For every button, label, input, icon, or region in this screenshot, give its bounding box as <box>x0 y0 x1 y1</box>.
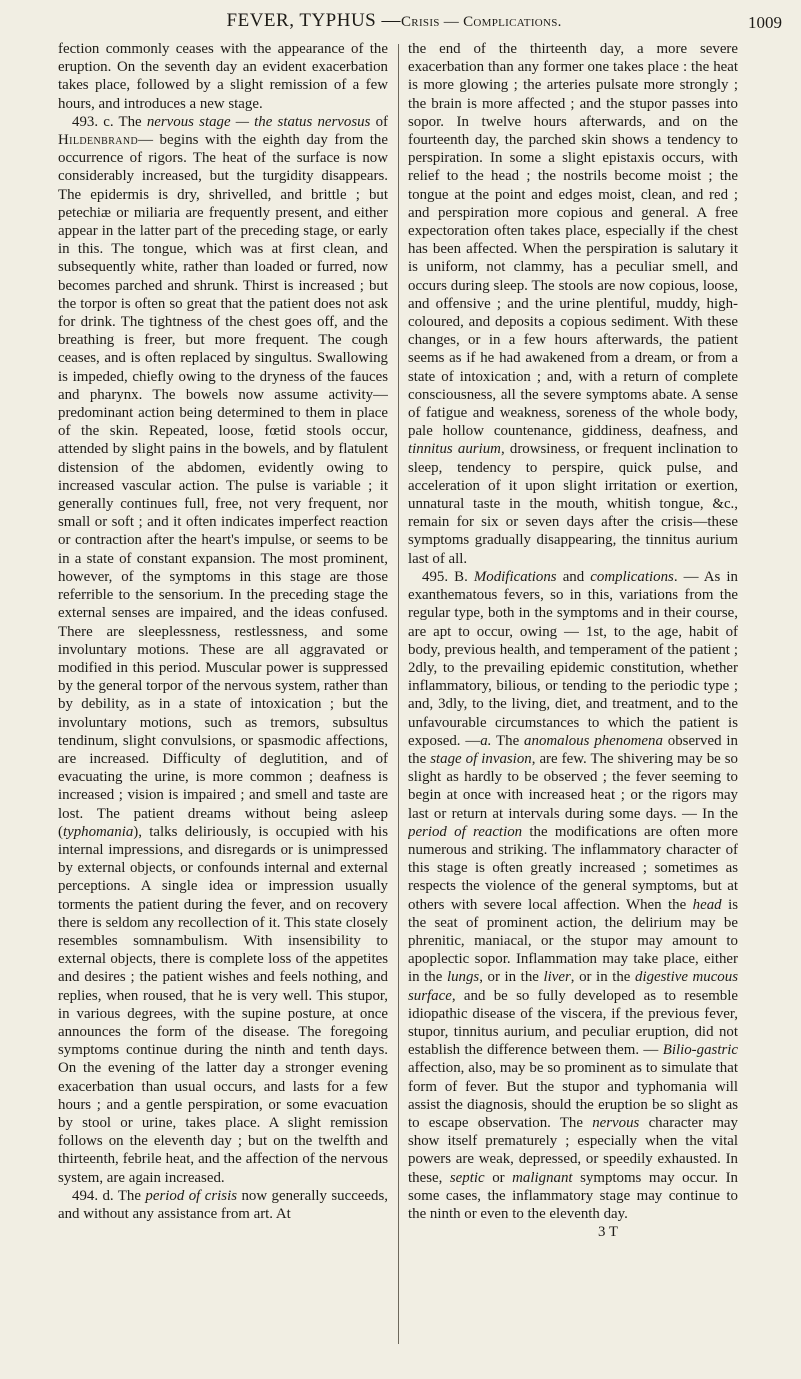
text-run: the end of the thirteenth day, a more severe exacerbation than any former one takes place : the heat is more glowing ; the arteries pulsate more strongly ; the brain is more affected ; and the stupor passes into sopor. In twelve hours afterwards, and on the fourteenth day, the parched skin shows a tendency to perspiration. In some a slight epistaxis occurs, with relief to the head ; the nostrils become moist ; the tongue at the point and edges moist, clean, and red ; and perspiration more copious and general. A free expectoration often takes place, especially if the chest has been affected. When the perspiration is salutary it is uniform, not clammy, has a peculiar smell, and occurs during sleep. The stools are now copious, loose, and offensive ; and the urine plentiful, muddy, high-coloured, and deposits a copious sediment. With these changes, or in a few hours afterwards, the patient seems as if he had awakened from a dream, or from a state of intoxication ; and, with a return of complete consciousness, all the severe symptoms abate. A sense of fatigue and weakness, soreness of the whole body, pale hollow countenance, giddiness, deafness, and <box>408 41 738 440</box>
text-run: The <box>118 113 142 130</box>
italic-term: nervous <box>592 1114 640 1131</box>
text-run: observed in the <box>408 732 738 767</box>
italic-term: liver <box>543 969 571 986</box>
text-run: , drowsiness, or frequent inclination to sleep, tendency to perspire, quick pulse, and acceleration of it upon slight irritation or exertion, unnatural taste in the mouth, whitish tongue, &c., remain for six or seven days after the crisis—these symptoms gradually disappearing, the tinnitus aurium last of all. <box>408 441 738 567</box>
section-number: 495. B. <box>422 568 468 585</box>
text-run: The <box>496 732 520 749</box>
italic-term: period of reaction <box>408 823 523 840</box>
text-run: of <box>375 113 388 130</box>
text-run: symptoms may occur. In some cases, the inflammatory stage may continue to the ninth or even to the eleventh day. <box>408 1169 738 1222</box>
italic-term: lungs <box>446 969 480 986</box>
text-run: is the seat of prominent action, the delirium may be phrenitic, maniacal, or the stupor may amount to apoplectic sopor. Inflammation may take place, either in the <box>408 896 738 986</box>
paragraph-495 <box>408 568 738 1223</box>
text-run: or <box>492 1169 505 1186</box>
italic-term: malignant <box>512 1169 573 1186</box>
text-run: character may show itself prematurely ; especially when the vital powers are weak, depressed, or speedily exhausted. In these, <box>408 1114 738 1186</box>
header-subtitle: Crisis — Complications. <box>401 14 562 30</box>
text-run: the modifications are often more numerous and striking. The inflammatory character of this stage is often greatly increased ; sometimes as respects the violence of the general symptoms, but at others with severe local affection. When the <box>408 823 738 913</box>
italic-term: digestive mucous surface <box>408 969 738 1004</box>
header-title: FEVER, TYPHUS — <box>226 10 401 31</box>
italic-term: typhomania <box>62 823 134 840</box>
italic-term: septic <box>449 1169 485 1186</box>
text-run: now generally succeeds, and without any assistance from art. At <box>58 1187 388 1222</box>
paragraph-continued <box>408 40 738 568</box>
author-name: Hildenbrand <box>58 132 139 149</box>
right-column <box>408 40 738 1370</box>
text-run: , or in the <box>570 969 631 986</box>
page-number: 1009 <box>748 13 782 32</box>
text-run: . — As in exanthematous fevers, so in this, variations from the regular type, both in the symptoms and in their course, are apt to occur, owing — 1st, to the age, habit of body, previous health, and temperament of the patient ; 2dly, to the prevailing epidemic constitution, whether inflammatory, bilious, or tending to the periodic type ; and, 3dly, to the living, diet, and treatment, and to the unfavourable circumstances to which the patient is exposed. — <box>408 568 738 749</box>
text-run: , are few. The shivering may be so slight as hardly to be observed ; the fever seeming to begin at once with increased heat ; or the rigors may last or return at intervals during some days. — In the <box>408 750 738 822</box>
text-run: , and be so fully developed as to resemble idiopathic disease of the viscera, if the previous fever, stupor, tinnitus aurium, and peculiar eruption, did not establish the difference between them. — <box>408 987 738 1059</box>
text-run: , or in the <box>479 969 539 986</box>
paragraph-continued: fection commonly ceases with the appearance of the eruption. On the seventh day an evident exacerbation takes place, followed by a slight remission of a few hours, and introduces a new stage. <box>58 41 388 112</box>
italic-term: a. <box>480 732 492 749</box>
text-run: ), talks deliriously, is occupied with his internal impressions, and disregards or is unimpressed by external objects, or confounds internal and external perceptions. A single idea or impression usually torments the patient during the fever, and on recovery there is seldom any recollection of it. This state closely resembles somnambulism. With insensibility to external objects, there is complete loss of the appetites and desires ; the patient wishes and feels nothing, and replies, when roused, that he is very well. This stupor, in various degrees, with the supine posture, at once announces the form of the disease. The foregoing symptoms continue during the ninth and tenth days. On the evening of the latter day a stronger evening exacerbation than usual occurs, and lasts for a few hours ; and a gentle perspiration, or some evacuation by stool or urine, takes place. A slight remission follows on the eleventh day ; but on the twelfth and thirteenth, febrile heat, and the affection of the nervous system, are again increased. <box>58 823 388 1186</box>
italic-term: period of crisis <box>145 1187 238 1204</box>
section-number: 493. c. <box>72 113 114 130</box>
italic-term: anomalous phenomena <box>524 732 663 749</box>
text-run: The <box>117 1187 141 1204</box>
italic-term: nervous stage — the status nervosus <box>146 113 371 130</box>
italic-term: complications <box>590 568 674 585</box>
section-number: 494. d. <box>72 1187 114 1204</box>
italic-term: Bilio-gastric <box>662 1042 738 1059</box>
text-run: and <box>562 568 585 585</box>
italic-term: Modifications <box>473 568 557 585</box>
text-run: — begins with the eighth day from the occurrence of rigors. The heat of the surface is now considerably increased, but the turgidity disappears. The epidermis is dry, shrivelled, and brittle ; but petechiæ or miliaria are frequently present, and either appear in the latter part of the preceding stage, or early in this. The tongue, which was at first clean, and subsequently white, rather than loaded or furred, now becomes parched and shrunk. Thirst is increased ; but the torpor is often so great that the patient does not ask for drink. The tightness of the chest goes off, and the breathing is freer, but more frequent. The cough ceases, and is often replaced by singultus. Swallowing is impeded, chiefly owing to the dryness of the fauces and pharynx. The bowels now assume activity—predominant action being determined to them in place of the skin. Repeated, loose, fœtid stools occur, attended by slight pains in the bowels, and by flatulent distension of the abdomen, evidently owing to increased vascular action. The pulse is variable ; it generally continues full, free, not very frequent, nor small or soft ; and it often indicates imperfect reaction or contraction after the heart's impulse, or seems to be in a state of constant expansion. The most prominent, however, of the symptoms in this stage are those referrible to the sensorium. In the preceding stage the external senses are impaired, and the ideas confused. There are sleeplessness, restlessness, and some involuntary motions. These are all aggravated or modified in this period. Muscular power is suppressed by the general torpor of the nervous system, rather than by debility, as in a state of intoxication ; but the involuntary motions, such as tremors, subsultus tendinum, slight convulsions, or spasmodic affections, are increased. Difficulty of deglutition, and of evacuating the urine, is more common ; deafness is increased ; vision is impaired ; and smell and taste are lost. The patient dreams without being asleep ( <box>58 132 388 840</box>
signature-mark: 3 T <box>598 1224 618 1241</box>
left-column <box>58 40 388 1370</box>
column-divider <box>398 44 399 1344</box>
running-header <box>0 8 801 38</box>
italic-term: head <box>692 896 722 913</box>
paragraph-494 <box>58 1187 388 1223</box>
paragraph-493 <box>58 113 388 1187</box>
text-run: affection, also, may be so prominent as to simulate that form of fever. But the stupor and typhomania will assist the diagnosis, should the eruption be so slight as to escape observation. The <box>408 1060 738 1131</box>
italic-term: stage of invasion <box>430 750 532 767</box>
italic-term: tinnitus aurium <box>408 441 501 458</box>
